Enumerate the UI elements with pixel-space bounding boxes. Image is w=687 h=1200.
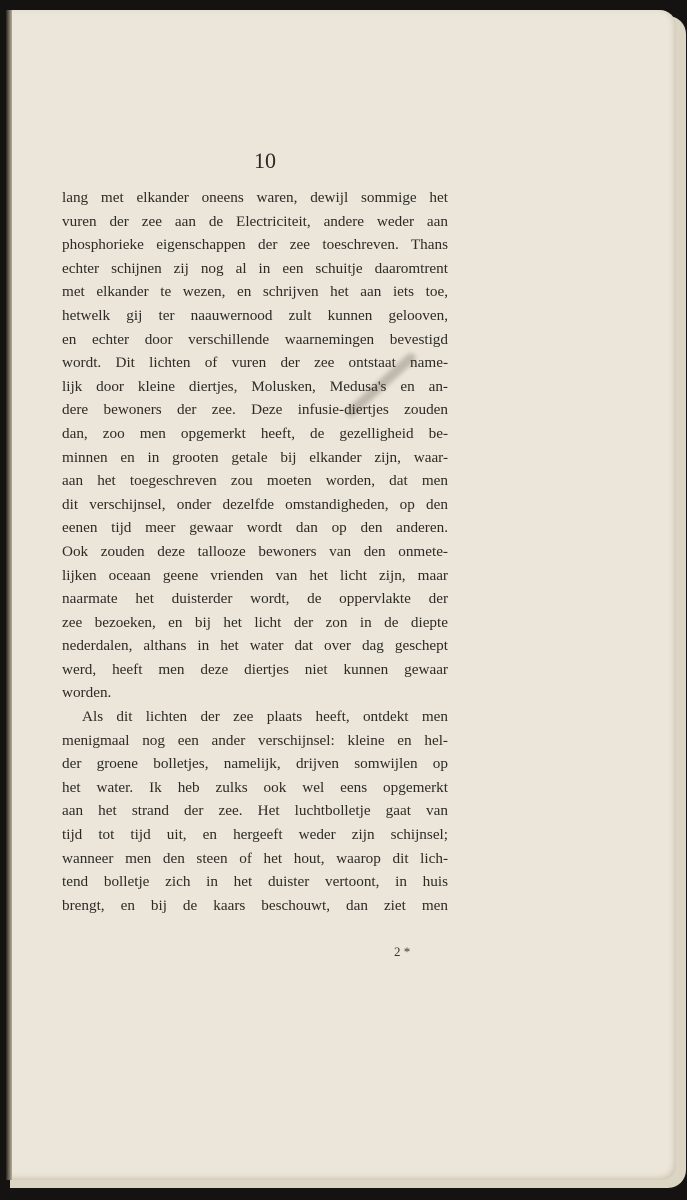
text-line: dere bewoners der zee. Deze infusie-diertjes zouden	[62, 401, 448, 419]
text-line: het water. Ik heb zulks ook wel eens opgemerkt	[62, 778, 448, 796]
text-line: lijken oceaan geene vrienden van het licht zijn, maar	[62, 566, 448, 584]
text-line: vuren der zee aan de Electriciteit, andere weder aan	[62, 212, 448, 230]
text-line: echter schijnen zij nog al in een schuitje daaromtrent	[62, 259, 448, 277]
text-line: naarmate het duisterder wordt, de oppervlakte der	[62, 590, 448, 608]
text-line: dit verschijnsel, onder dezelfde omstandigheden, op den	[62, 495, 448, 513]
text-line: zee bezoeken, en bij het licht der zon in de diepte	[62, 613, 448, 631]
binding-gutter	[6, 10, 12, 1180]
text-line: lang met elkander oneens waren, dewijl sommige het	[62, 189, 448, 206]
text-line: nederdalen, althans in het water dat over dag geschept	[62, 637, 448, 655]
text-line: menigmaal nog een ander verschijnsel: kleine en hel-	[62, 731, 448, 749]
text-line: en echter door verschillende waarnemingen bevestigd	[62, 330, 448, 348]
text-line: hetwelk gij ter naauwernood zult kunnen gelooven,	[62, 306, 448, 324]
text-line: tend bolletje zich in het duister vertoont, in huis	[62, 873, 448, 891]
text-line: phosphorieke eigenschappen der zee toeschreven. Thans	[62, 236, 448, 254]
signature-mark: 2 *	[394, 944, 411, 959]
text-line: aan het strand der zee. Het luchtbolletje gaat van	[62, 802, 448, 820]
text-line: tijd tot tijd uit, en hergeeft weder zijn schijnsel;	[62, 826, 448, 844]
page-number: 10	[254, 148, 276, 173]
text-line: minnen en in grooten getale bij elkander zijn, waar-	[62, 448, 448, 466]
text-line: dan, zoo men opgemerkt heeft, de gezelligheid be-	[62, 424, 448, 442]
text-line: der groene bolletjes, namelijk, drijven somwijlen op	[62, 755, 448, 773]
text-line: Ook zouden deze tallooze bewoners van den onmete-	[62, 542, 448, 560]
text-line: lijk door kleine diertjes, Molusken, Medusa's en an-	[62, 377, 448, 395]
text-line: aan het toegeschreven zou moeten worden, dat men	[62, 472, 448, 490]
text-line: Als dit lichten der zee plaats heeft, ontdekt men	[82, 708, 448, 726]
text-line: wordt. Dit lichten of vuren der zee ontstaat name-	[62, 354, 448, 372]
text-line: brengt, en bij de kaars beschouwt, dan ziet men	[62, 896, 448, 914]
text-line: eenen tijd meer gewaar wordt dan op den anderen.	[62, 519, 448, 537]
body-text	[62, 186, 448, 917]
text-line: met elkander te wezen, en schrijven het aan iets toe,	[62, 283, 448, 301]
text-line: werd, heeft men deze diertjes niet kunnen gewaar	[62, 660, 448, 678]
text-line: worden.	[62, 684, 112, 702]
text-line: wanneer men den steen of het hout, waarop dit lich-	[62, 849, 448, 867]
